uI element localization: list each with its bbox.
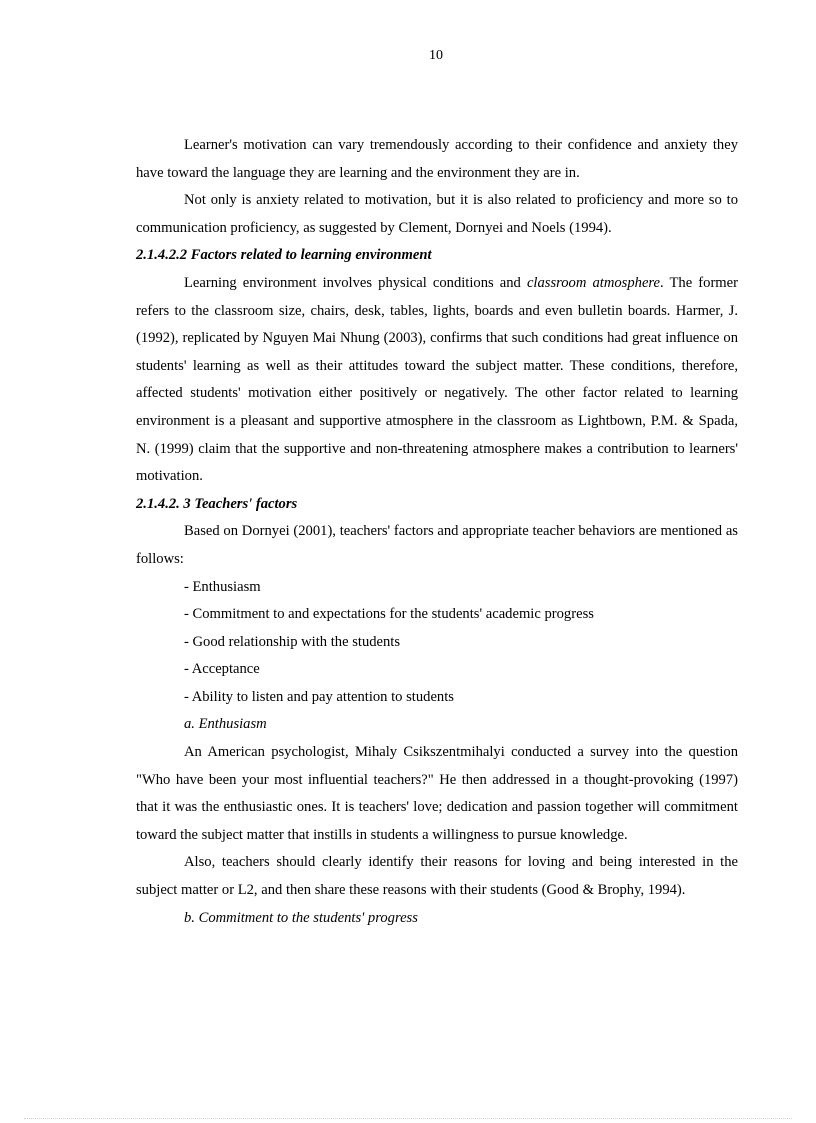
list-item: - Enthusiasm xyxy=(184,578,261,595)
paragraph-motivation: Learner's motivation can vary tremendously according to their confidence and anxiety they have toward the language they are learning and the environment they are in. xyxy=(136,137,738,181)
paragraph-anxiety: Not only is anxiety related to motivation, but it is also related to proficiency and more so to communication proficiency, as suggested by Clement, Dornyei and Noels (1994). xyxy=(136,192,738,236)
paragraph-teachers-factors: Based on Dornyei (2001), teachers' factors and appropriate teacher behaviors are mentioned as follows: xyxy=(136,523,738,567)
section-heading-teachers-factors: 2.1.4.2. 3 Teachers' factors xyxy=(136,495,298,512)
list-item: - Commitment to and expectations for the students' academic progress xyxy=(184,606,594,623)
emphasis-classroom-atmosphere: classroom atmosphere xyxy=(526,274,661,291)
list-item: - Ability to listen and pay attention to students xyxy=(184,688,454,705)
paragraph-text-start: Learning environment involves physical conditions and xyxy=(184,274,527,291)
subheading-enthusiasm: a. Enthusiasm xyxy=(184,716,267,733)
list-item: - Good relationship with the students xyxy=(184,633,401,650)
section-heading-learning-environment: 2.1.4.2.2 Factors related to learning environment xyxy=(136,247,432,264)
document-body xyxy=(136,132,738,932)
page-bottom-divider xyxy=(24,1118,792,1119)
subheading-commitment: b. Commitment to the students' progress xyxy=(184,909,418,926)
page-number: 10 xyxy=(429,48,443,63)
paragraph-reasons: Also, teachers should clearly identify their reasons for loving and being interested in the subject matter or L2, and then share these reasons with their students (Good & Brophy, 1994). xyxy=(136,854,738,899)
paragraph-learning-environment xyxy=(136,270,738,491)
list-item: - Acceptance xyxy=(184,661,260,678)
paragraph-text-rest: . The former refers to the classroom size, chairs, desk, tables, lights, boards and even bulletin boards. Harmer, J. (1992), replicated by Nguyen Mai Nhung (2003), confirms that such conditions had great influence on students' learning as well as their attitudes toward the subject matter. These conditions, therefore, affected students' motivation either positively or negatively. The other factor related to learning environment is a pleasant and supportive atmosphere in the classroom as Lightbown, P.M. & Spada, N. (1999) claim that the supportive and non-threatening atmosphere makes a contribution to learners' motivation. xyxy=(136,274,739,485)
paragraph-enthusiasm: An American psychologist, Mihaly Csikszentmihalyi conducted a survey into the question "Who have been your most influential teachers?" He then addressed in a thought-provoking (1997) that it was the enthusiastic ones. It is teachers' love; dedication and passion together will commitment toward the subject matter that instills in students a willingness to pursue knowledge. xyxy=(136,744,738,843)
